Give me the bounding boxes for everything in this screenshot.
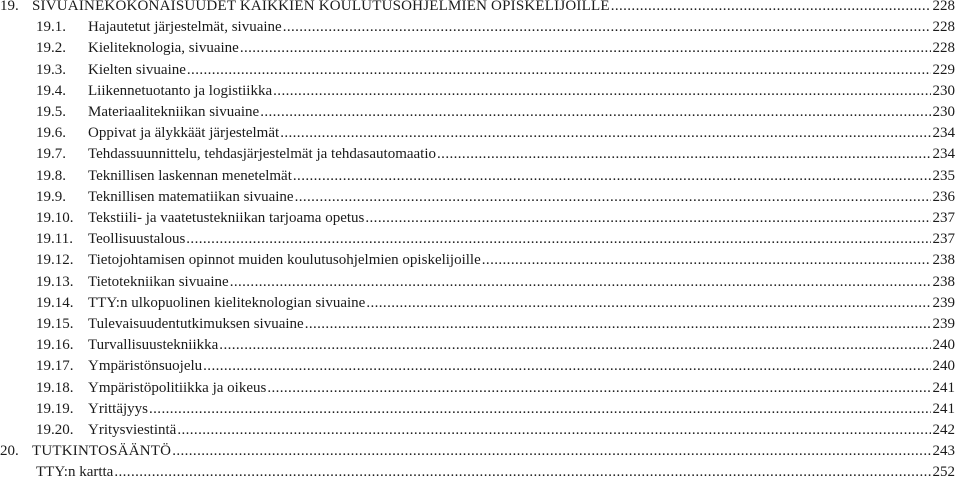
toc-entry[interactable] [0, 420, 955, 441]
toc-entry-title: Tietotekniikan sivuaine [88, 273, 229, 290]
toc-entry[interactable] [0, 399, 955, 420]
toc-dot-leader [203, 356, 930, 377]
toc-entry-number: 19.14. [36, 294, 74, 311]
toc-entry-title: TTY:n kartta [36, 464, 114, 481]
toc-entry-number: 19.19. [36, 400, 74, 417]
toc-dot-leader [267, 378, 930, 399]
toc-entry[interactable] [0, 102, 955, 123]
toc-entry-page: 243 [932, 443, 955, 460]
toc-dot-leader [365, 208, 930, 229]
toc-dot-leader [305, 314, 931, 335]
toc-entry-title: TUTKINTOSÄÄNTÖ [32, 443, 172, 460]
toc-entry[interactable] [0, 17, 955, 38]
toc-entry-title: Kielten sivuaine [88, 61, 186, 78]
toc-entry-title: SIVUAINEKOKONAISUUDET KAIKKIEN KOULUTUSOHJELMIEN OPISKELIJOILLE [32, 0, 610, 14]
toc-entry-title: Teknillisen laskennan menetelmät [88, 167, 292, 184]
toc-entry[interactable] [0, 229, 955, 250]
toc-entry-number: 19.17. [36, 358, 74, 375]
toc-entry-page: 241 [932, 379, 955, 396]
toc-dot-leader [230, 272, 931, 293]
toc-entry-title: Tietojohtamisen opinnot muiden koulutusohjelmien opiskelijoille [88, 252, 481, 269]
toc-entry[interactable] [0, 0, 955, 17]
toc-entry-number: 19.10. [36, 210, 74, 226]
toc-entry-number: 19.8. [36, 167, 66, 184]
toc-entry-page: 234 [932, 146, 955, 163]
toc-entry[interactable] [0, 314, 955, 335]
toc-dot-leader [280, 123, 930, 144]
toc-entry-number: 20. [0, 443, 19, 460]
toc-dot-leader [295, 187, 931, 208]
toc-entry[interactable] [0, 123, 955, 144]
toc-entry-number: 19.5. [36, 104, 66, 120]
toc-dot-leader [260, 102, 930, 123]
toc-entry-page: 235 [932, 167, 955, 184]
toc-dot-leader [293, 166, 931, 187]
toc-entry-title: Yrittäjyys [88, 400, 148, 417]
toc-dot-leader [114, 462, 930, 483]
toc-entry-title: Turvallisuustekniikka [88, 337, 219, 354]
toc-entry-page: 242 [932, 422, 955, 438]
toc-entry-page: 239 [932, 294, 955, 311]
toc-entry[interactable] [0, 378, 955, 399]
toc-entry[interactable] [0, 462, 955, 483]
toc-dot-leader [187, 60, 931, 81]
toc-entry-number: 19.16. [36, 337, 74, 354]
toc-entry-title: TTY:n ulkopuolinen kieliteknologian sivuaine [88, 294, 366, 311]
toc-entry-number: 19.9. [36, 188, 66, 205]
toc-entry-title: Liikennetuotanto ja logistiikka [88, 82, 273, 99]
toc-entry[interactable] [0, 441, 955, 462]
toc-entry-title: Ympäristönsuojelu [88, 358, 203, 375]
toc-dot-leader [482, 250, 931, 271]
toc-entry-title: Kieliteknologia, sivuaine [88, 40, 239, 57]
toc-entry-title: Oppivat ja älykkäät järjestelmät [88, 125, 280, 142]
toc-entry[interactable] [0, 293, 955, 314]
toc-entry[interactable] [0, 272, 955, 293]
toc-entry-page: 230 [932, 104, 955, 120]
toc-dot-leader [273, 81, 930, 102]
toc-dot-leader [366, 293, 930, 314]
toc-dot-leader [283, 17, 931, 38]
toc-entry-page: 237 [932, 210, 955, 226]
toc-entry-page: 238 [932, 273, 955, 290]
toc-entry-title: Tekstiili- ja vaatetustekniikan tarjoama opetus [88, 210, 365, 226]
toc-entry-number: 19.2. [36, 40, 66, 57]
toc-entry-page: 228 [932, 19, 955, 36]
toc-entry-page: 238 [932, 252, 955, 269]
toc-entry-title: Hajautetut järjestelmät, sivuaine [88, 19, 282, 36]
toc-entry-number: 19.1. [36, 19, 66, 36]
toc-entry-page: 240 [932, 337, 955, 354]
toc-entry-page: 237 [932, 231, 955, 248]
toc-entry-number: 19.20. [36, 422, 74, 438]
toc-entry-number: 19.13. [36, 273, 74, 290]
toc-entry-title: Yritysviestintä [88, 422, 177, 438]
toc-entry-page: 241 [932, 400, 955, 417]
toc-entry-number: 19.11. [36, 231, 73, 248]
toc-entry-title: Ympäristöpolitiikka ja oikeus [88, 379, 267, 396]
toc-entry[interactable] [0, 166, 955, 187]
toc-dot-leader [177, 420, 930, 441]
toc-entry-page: 236 [932, 188, 955, 205]
toc-entry-number: 19.18. [36, 379, 74, 396]
toc-entry[interactable] [0, 144, 955, 165]
toc-entry[interactable] [0, 356, 955, 377]
toc-entry-title: Tulevaisuudentutkimuksen sivuaine [88, 316, 304, 332]
toc-dot-leader [186, 229, 930, 250]
toc-dot-leader [240, 38, 931, 59]
toc-entry[interactable] [0, 187, 955, 208]
toc-entry-number: 19.3. [36, 61, 66, 78]
toc-dot-leader [611, 0, 931, 17]
toc-entry[interactable] [0, 38, 955, 59]
toc-entry-number: 19.15. [36, 316, 74, 332]
toc-entry-page: 234 [932, 125, 955, 142]
toc-dot-leader [149, 399, 931, 420]
toc-dot-leader [172, 441, 930, 462]
toc-entry-number: 19.4. [36, 82, 66, 99]
toc-entry-title: Materiaalitekniikan sivuaine [88, 104, 260, 120]
toc-entry-title: Tehdassuunnittelu, tehdasjärjestelmät ja tehdasautomaatio [88, 146, 437, 163]
toc-entry-page: 228 [932, 0, 955, 14]
toc-entry[interactable] [0, 335, 955, 356]
toc-entry-number: 19. [0, 0, 19, 14]
toc-entry-page: 239 [932, 316, 955, 332]
toc-entry-title: Teollisuustalous [88, 231, 186, 248]
toc-entry-number: 19.7. [36, 146, 66, 163]
toc-entry-number: 19.12. [36, 252, 74, 269]
toc-entry-number: 19.6. [36, 125, 66, 142]
toc-entry-page: 230 [932, 82, 955, 99]
toc-dot-leader [219, 335, 930, 356]
toc-entry[interactable] [0, 208, 955, 229]
toc-entry-page: 228 [932, 40, 955, 57]
toc-entry-page: 252 [932, 464, 955, 481]
toc-dot-leader [437, 144, 930, 165]
toc-entry-title: Teknillisen matematiikan sivuaine [88, 188, 294, 205]
toc-entry[interactable] [0, 81, 955, 102]
toc-entry[interactable] [0, 250, 955, 271]
toc-entry[interactable] [0, 60, 955, 81]
toc-entry-page: 240 [932, 358, 955, 375]
toc-entry-page: 229 [932, 61, 955, 78]
